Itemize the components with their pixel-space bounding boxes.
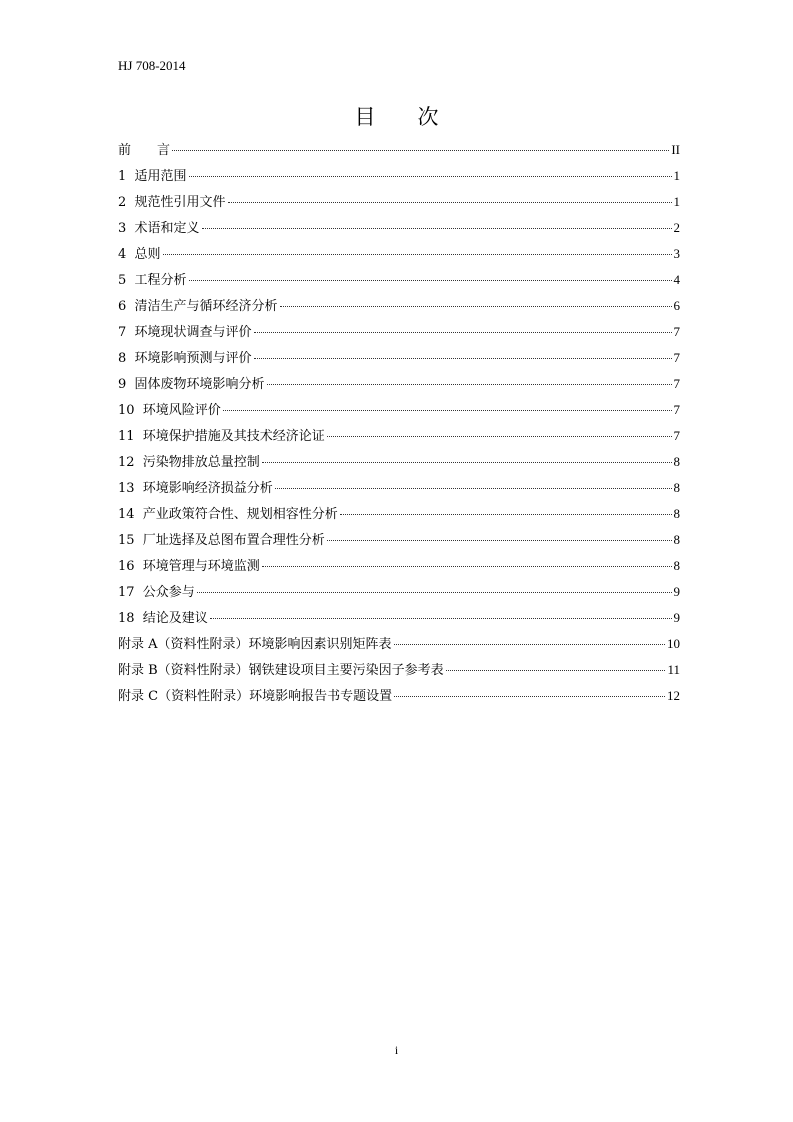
toc-entry-page: 4 [673, 272, 680, 287]
toc-entry-label: 8 环境影响预测与评价 [118, 351, 252, 366]
toc-entry-page: 10 [667, 636, 680, 651]
toc-entry-page: 7 [673, 428, 680, 443]
toc-entry-page: 7 [673, 350, 680, 365]
toc-entry-page: 11 [667, 662, 680, 677]
toc-entry-page: 8 [673, 480, 680, 495]
toc-entry-label: 18 结论及建议 [118, 611, 208, 626]
toc-entry-label: 17 公众参与 [118, 585, 195, 600]
toc-entry-appendix-b[interactable] [118, 659, 680, 685]
document-code: HJ 708-2014 [118, 58, 186, 73]
toc-dot-leader [280, 306, 672, 307]
toc-title: 目 次 [354, 105, 439, 129]
toc-entry-9[interactable] [118, 373, 680, 399]
toc-entry-page: 3 [673, 246, 680, 261]
toc-entry-label: 附录 B（资料性附录）钢铁建设项目主要污染因子参考表 [118, 663, 444, 678]
toc-entry-label: 13 环境影响经济损益分析 [118, 481, 273, 496]
toc-entry-page: II [671, 142, 680, 157]
table-of-contents [118, 139, 680, 711]
toc-entry-2[interactable] [118, 191, 680, 217]
toc-entry-page: 1 [673, 168, 680, 183]
toc-entry-label: 15 厂址选择及总图布置合理性分析 [118, 533, 325, 548]
toc-entry-15[interactable] [118, 529, 680, 555]
toc-entry-label: 附录 C（资料性附录）环境影响报告书专题设置 [118, 689, 393, 704]
toc-dot-leader [275, 488, 672, 489]
toc-entry-label: 10 环境风险评价 [118, 403, 221, 418]
toc-entry-page: 8 [673, 558, 680, 573]
toc-entry-5[interactable] [118, 269, 680, 295]
toc-entry-17[interactable] [118, 581, 680, 607]
page-number: i [394, 1043, 399, 1057]
toc-entry-16[interactable] [118, 555, 680, 581]
toc-entry-label: 7 环境现状调查与评价 [118, 325, 252, 340]
toc-dot-leader [327, 540, 672, 541]
toc-entry-label: 前 言 [118, 143, 171, 158]
toc-entry-page: 2 [673, 220, 680, 235]
toc-dot-leader [197, 592, 672, 593]
toc-dot-leader [267, 384, 672, 385]
toc-dot-leader [202, 228, 672, 229]
toc-dot-leader [262, 462, 672, 463]
toc-entry-page: 12 [667, 688, 680, 703]
toc-entry-label: 6 清洁生产与循环经济分析 [118, 299, 278, 314]
toc-entry-label: 2 规范性引用文件 [118, 195, 226, 210]
toc-entry-page: 7 [673, 324, 680, 339]
toc-entry-label: 附录 A（资料性附录）环境影响因素识别矩阵表 [118, 637, 392, 652]
toc-entry-label: 9 固体废物环境影响分析 [118, 377, 265, 392]
toc-entry-page: 9 [673, 584, 680, 599]
toc-entry-page: 8 [673, 506, 680, 521]
toc-dot-leader [254, 332, 672, 333]
toc-entry-label: 3 术语和定义 [118, 221, 200, 236]
toc-entry-page: 8 [673, 454, 680, 469]
toc-entry-10[interactable] [118, 399, 680, 425]
toc-dot-leader [210, 618, 672, 619]
toc-entry-appendix-c[interactable] [118, 685, 680, 711]
toc-entry-12[interactable] [118, 451, 680, 477]
toc-dot-leader [394, 644, 665, 645]
toc-dot-leader [340, 514, 672, 515]
toc-dot-leader [163, 254, 672, 255]
toc-dot-leader [254, 358, 672, 359]
toc-entry-label: 5 工程分析 [118, 273, 187, 288]
toc-entry-3[interactable] [118, 217, 680, 243]
toc-entry-1[interactable] [118, 165, 680, 191]
toc-dot-leader [172, 150, 669, 151]
toc-entry-label: 14 产业政策符合性、规划相容性分析 [118, 507, 338, 522]
toc-entry-13[interactable] [118, 477, 680, 503]
toc-dot-leader [394, 696, 665, 697]
toc-dot-leader [446, 670, 666, 671]
toc-dot-leader [189, 280, 672, 281]
toc-entry-label: 4 总则 [118, 247, 161, 262]
toc-entry-label: 12 污染物排放总量控制 [118, 455, 260, 470]
toc-entry-4[interactable] [118, 243, 680, 269]
toc-entry-page: 6 [673, 298, 680, 313]
toc-dot-leader [327, 436, 672, 437]
toc-entry-label: 11 环境保护措施及其技术经济论证 [118, 429, 325, 444]
toc-entry-page: 7 [673, 376, 680, 391]
toc-entry-18[interactable] [118, 607, 680, 633]
toc-dot-leader [223, 410, 672, 411]
toc-entry-11[interactable] [118, 425, 680, 451]
toc-dot-leader [228, 202, 672, 203]
toc-entry-label: 1 适用范围 [118, 169, 187, 184]
toc-dot-leader [189, 176, 672, 177]
toc-entry-page: 7 [673, 402, 680, 417]
toc-entry-6[interactable] [118, 295, 680, 321]
toc-entry-page: 1 [673, 194, 680, 209]
toc-entry-page: 8 [673, 532, 680, 547]
toc-entry-page: 9 [673, 610, 680, 625]
toc-entry-label: 16 环境管理与环境监测 [118, 559, 260, 574]
toc-entry-foreword[interactable] [118, 139, 680, 165]
toc-entry-appendix-a[interactable] [118, 633, 680, 659]
toc-dot-leader [262, 566, 672, 567]
toc-entry-8[interactable] [118, 347, 680, 373]
toc-entry-14[interactable] [118, 503, 680, 529]
toc-entry-7[interactable] [118, 321, 680, 347]
